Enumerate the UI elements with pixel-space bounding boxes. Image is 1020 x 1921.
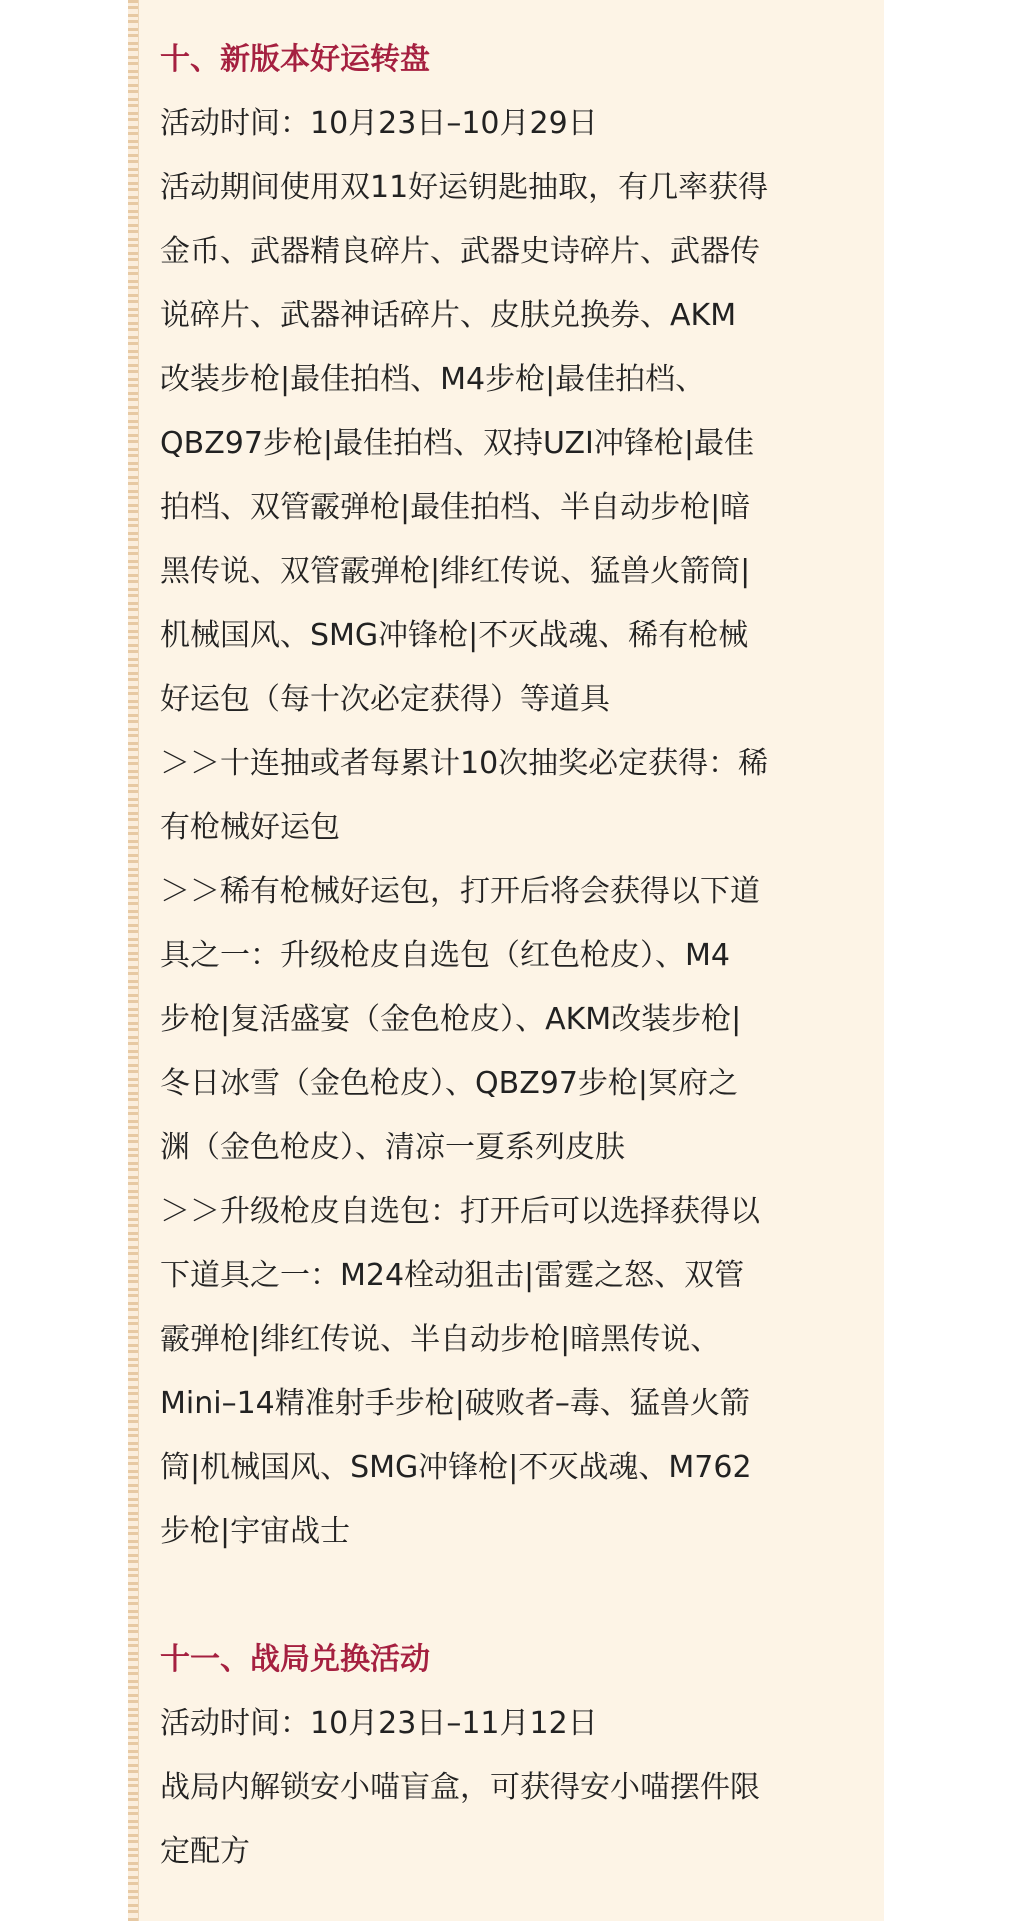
text-line: 好运包（每十次必定获得）等道具 — [160, 682, 610, 717]
text-line: 拍档、双管霰弹枪|最佳拍档、半自动步枪|暗 — [160, 490, 751, 525]
text-line: 冬日冰雪（金色枪皮）、QBZ97步枪|冥府之 — [160, 1066, 739, 1101]
text-line: 定配方 — [160, 1834, 250, 1869]
text-line: QBZ97步枪|最佳拍档、双持UZI冲锋枪|最佳 — [160, 426, 754, 461]
section-10-body — [160, 92, 860, 1564]
text-line: 战局内解锁安小喵盲盒，可获得安小喵摆件限 — [160, 1770, 760, 1805]
text-line: 机械国风、SMG冲锋枪|不灭战魂、稀有枪械 — [160, 618, 749, 653]
section-10-title: 十、新版本好运转盘 — [160, 42, 430, 77]
text-line: 改装步枪|最佳拍档、M4步枪|最佳拍档、 — [160, 362, 706, 397]
text-line: 步枪|复活盛宴（金色枪皮）、AKM改装步枪| — [160, 1002, 742, 1037]
text-line: 活动期间使用双11好运钥匙抽取，有几率获得 — [160, 170, 769, 205]
section-11-body — [160, 1692, 860, 1884]
text-line: 活动时间：10月23日–11月12日 — [160, 1706, 598, 1741]
text-line: Mini–14精准射手步枪|破败者–毒、猛兽火箭 — [160, 1386, 750, 1421]
article-card — [128, 0, 884, 1921]
decorative-border — [128, 0, 139, 1921]
text-line: 步枪|宇宙战士 — [160, 1514, 351, 1549]
text-line: 具之一：升级枪皮自选包（红色枪皮）、M4 — [160, 938, 730, 973]
text-line: ＞＞十连抽或者每累计10次抽奖必定获得：稀 — [160, 746, 769, 781]
text-line: 下道具之一：M24栓动狙击|雷霆之怒、双管 — [160, 1258, 745, 1293]
text-line: 活动时间：10月23日–10月29日 — [160, 106, 598, 141]
section-spacer — [160, 1564, 860, 1628]
text-line: 筒|机械国风、SMG冲锋枪|不灭战魂、M762 — [160, 1450, 752, 1485]
text-line: 有枪械好运包 — [160, 810, 340, 845]
text-line: ＞＞稀有枪械好运包，打开后将会获得以下道 — [160, 874, 760, 909]
article-content — [160, 28, 860, 1884]
text-line: 渊（金色枪皮）、清凉一夏系列皮肤 — [160, 1130, 625, 1165]
text-line: 说碎片、武器神话碎片、皮肤兑换券、AKM — [160, 298, 737, 333]
text-line: 霰弹枪|绯红传说、半自动步枪|暗黑传说、 — [160, 1322, 721, 1357]
text-line: ＞＞升级枪皮自选包：打开后可以选择获得以 — [160, 1194, 760, 1229]
text-line: 金币、武器精良碎片、武器史诗碎片、武器传 — [160, 234, 760, 269]
text-line: 黑传说、双管霰弹枪|绯红传说、猛兽火箭筒| — [160, 554, 751, 589]
section-11-title: 十一、战局兑换活动 — [160, 1642, 430, 1677]
